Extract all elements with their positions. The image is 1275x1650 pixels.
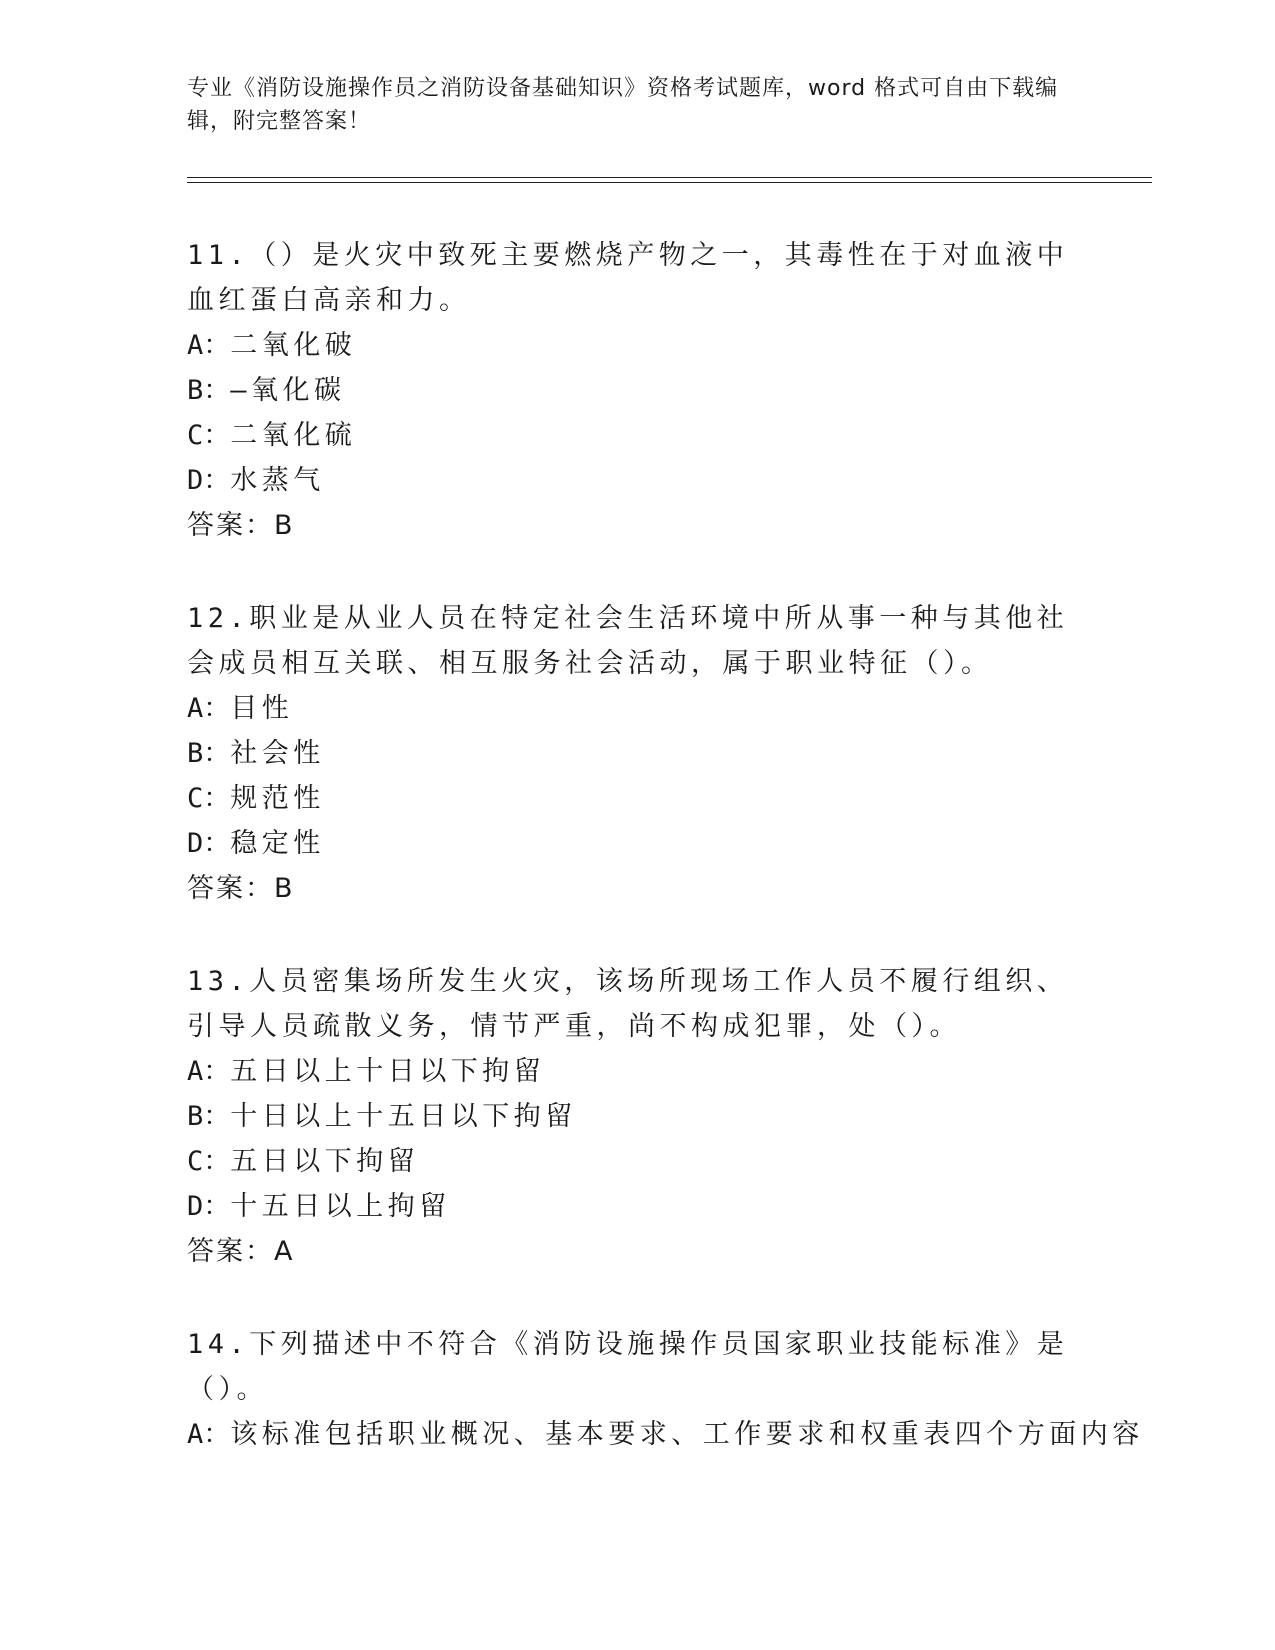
header-text: 专业《消防设施操作员之消防设备基础知识》资格考试题库，word 格式可自由下载编辑，附完整答案！ — [187, 76, 1059, 134]
question-12 — [187, 596, 1087, 911]
option-b: B：十日以上十五日以下拘留 — [187, 1101, 577, 1132]
option-d: D：水蒸气 — [187, 465, 325, 496]
question-13 — [187, 959, 1087, 1274]
answer-line: 答案：B — [187, 873, 295, 904]
question-stem: 13.人员密集场所发生火灾，该场所现场工作人员不履行组织、引导人员疏散义务，情节严重，尚不构成犯罪，处（）。 — [187, 966, 1069, 1042]
answer-line: 答案：A — [187, 1236, 295, 1267]
header-divider-bottom — [187, 182, 1152, 183]
option-c: C：五日以下拘留 — [187, 1146, 420, 1177]
option-a: A：五日以上十日以下拘留 — [187, 1056, 546, 1087]
option-d: D：稳定性 — [187, 828, 325, 859]
option-b: B：—氧化碳 — [187, 375, 346, 406]
question-stem: 12.职业是从业人员在特定社会生活环境中所从事一种与其他社会成员相互关联、相互服务社会活动，属于职业特征（）。 — [187, 603, 1069, 679]
option-b: B：社会性 — [187, 738, 325, 769]
question-11 — [187, 233, 1087, 548]
question-stem: 14.下列描述中不符合《消防设施操作员国家职业技能标准》是（）。 — [187, 1329, 1069, 1405]
question-14 — [187, 1322, 1144, 1457]
option-c: C：二氧化硫 — [187, 420, 357, 451]
option-a: A：该标准包括职业概况、基本要求、工作要求和权重表四个方面内容 — [187, 1419, 1144, 1450]
header-divider-top — [187, 177, 1152, 178]
answer-line: 答案：B — [187, 510, 295, 541]
option-d: D：十五日以上拘留 — [187, 1191, 451, 1222]
question-stem: 11.（）是火灾中致死主要燃烧产物之一，其毒性在于对血液中血红蛋白高亲和力。 — [187, 240, 1069, 316]
option-a: A：二氧化破 — [187, 330, 357, 361]
option-c: C：规范性 — [187, 783, 325, 814]
document-header — [187, 72, 1067, 138]
option-a: A：目性 — [187, 693, 294, 724]
